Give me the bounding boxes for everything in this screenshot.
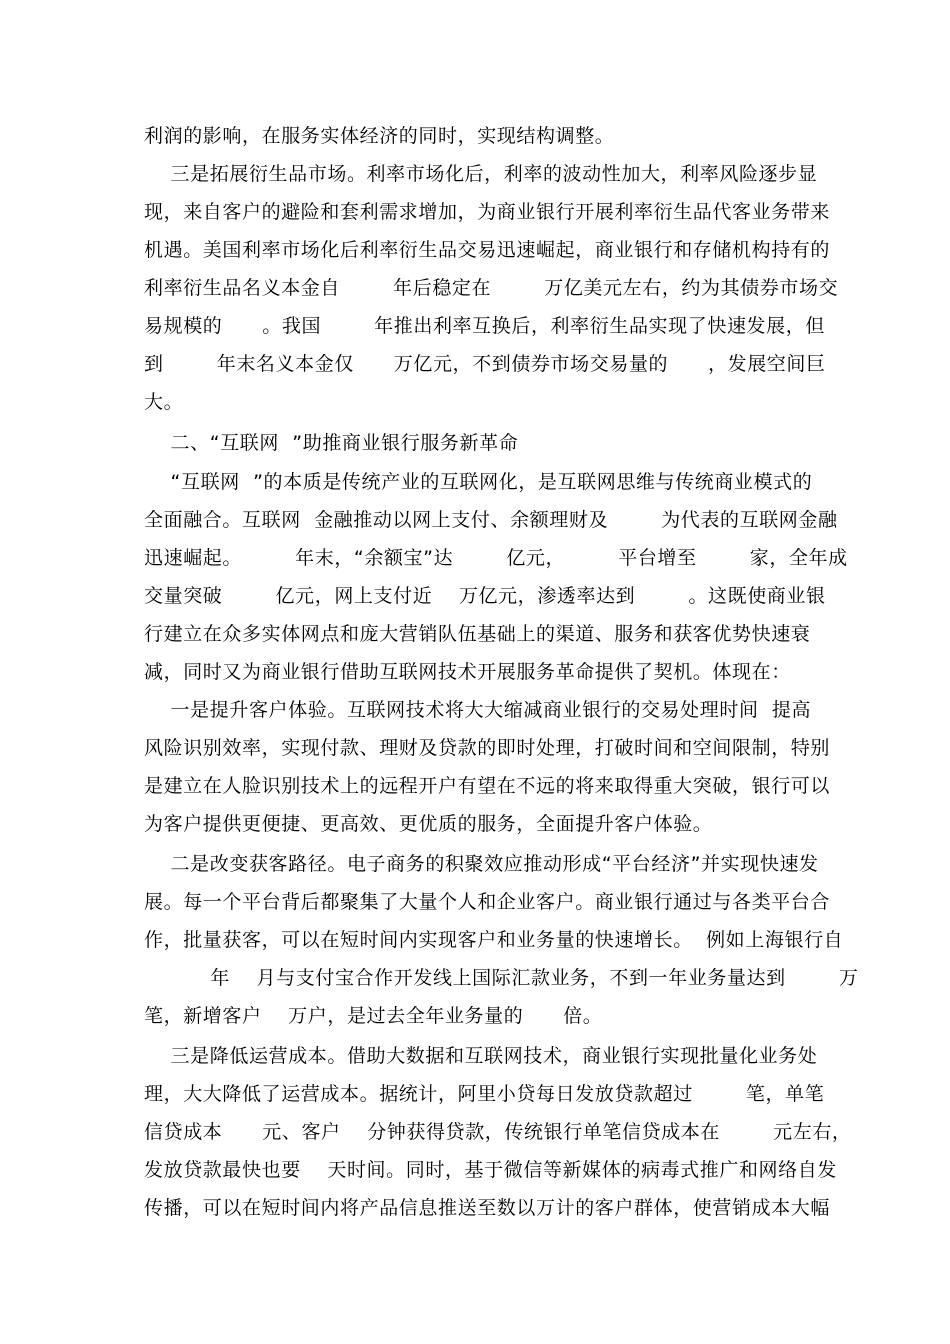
text-line: 发放贷款最快也要 天时间。同时，基于微信等新媒体的病毒式推广和网络自发 (144, 1159, 837, 1181)
text-line: 机遇。美国利率市场化后利率衍生品交易迅速崛起，商业银行和存储机构持有的 (144, 239, 831, 261)
text-line: 利率衍生品名义本金自 年后稳定在 万亿美元左右，约为其债券市场交 (144, 277, 839, 299)
text-line: 现，来自客户的避险和套利需求增加，为商业银行开展利率衍生品代客业务带来 (144, 201, 831, 223)
text-line: “互联网 ”的本质是传统产业的互联网化，是互联网思维与传统商业模式的 (144, 471, 813, 493)
text-line: 易规模的 。我国 年推出利率互换后，利率衍生品实现了快速发展，但 (144, 315, 825, 337)
text-line: 迅速崛起。 年末，“余额宝”达 亿元， 平台增至 家，全年成 (144, 547, 848, 569)
text-line: 展。每一个平台背后都聚集了大量个人和企业客户。商业银行通过与各类平台合 (144, 891, 831, 913)
text-line: 交量突破 亿元，网上支付近 万亿元，渗透率达到 。这既使商业银 (144, 585, 826, 607)
text-line: 三是降低运营成本。借助大数据和互联网技术，商业银行实现批量化业务处 (144, 1045, 818, 1067)
text-line: 到 年末名义本金仅 万亿元，不到债券市场交易量的 ，发展空间巨 (144, 353, 826, 375)
text-line: 作，批量获客，可以在短时间内实现客户和业务量的快速增长。 例如上海银行自 (144, 929, 844, 951)
text-line: 笔，新增客户 万户，是过去全年业务量的 倍。 (144, 1005, 603, 1027)
text-line: 利润的影响，在服务实体经济的同时，实现结构调整。 (144, 125, 615, 147)
section-heading: 二、“互联网 ”助推商业银行服务新革命 (144, 432, 519, 454)
text-line: 一是提升客户体验。互联网技术将大大缩减商业银行的交易处理时间 提高 (144, 699, 812, 721)
text-line: 二是改变获客路径。电子商务的积聚效应推动形成“平台经济”并实现快速发 (144, 853, 819, 875)
text-line: 为客户提供更便捷、更高效、更优质的服务，全面提升客户体验。 (144, 813, 713, 835)
text-line: 全面融合。互联网 金融推动以网上支付、余额理财及 为代表的互联网金融 (144, 509, 838, 531)
text-line: 减，同时又为商业银行借助互联网技术开展服务革命提供了契机。体现在： (144, 661, 791, 683)
text-line: 理，大大降低了运营成本。据统计，阿里小贷每日发放贷款超过 笔，单笔 (144, 1083, 825, 1105)
text-line: 是建立在人脸识别技术上的远程开户有望在不远的将来取得重大突破，银行可以 (144, 775, 831, 797)
text-line: 信贷成本 元、客户 分钟获得贷款，传统银行单笔信贷成本在 元左右， (144, 1121, 852, 1143)
text-line: 风险识别效率，实现付款、理财及贷款的即时处理，打破时间和空间限制，特别 (144, 737, 831, 759)
text-line: 年 月与支付宝合作开发线上国际汇款业务，不到一年业务量达到 万 (144, 967, 859, 989)
text-line: 传播，可以在短时间内将产品信息推送至数以万计的客户群体，使营销成本大幅 (144, 1197, 831, 1219)
text-line: 行建立在众多实体网点和庞大营销队伍基础上的渠道、服务和获客优势快速衰 (144, 623, 811, 645)
text-line: 三是拓展衍生品市场。利率市场化后，利率的波动性加大，利率风险逐步显 (144, 163, 818, 185)
text-line: 大。 (144, 391, 184, 413)
